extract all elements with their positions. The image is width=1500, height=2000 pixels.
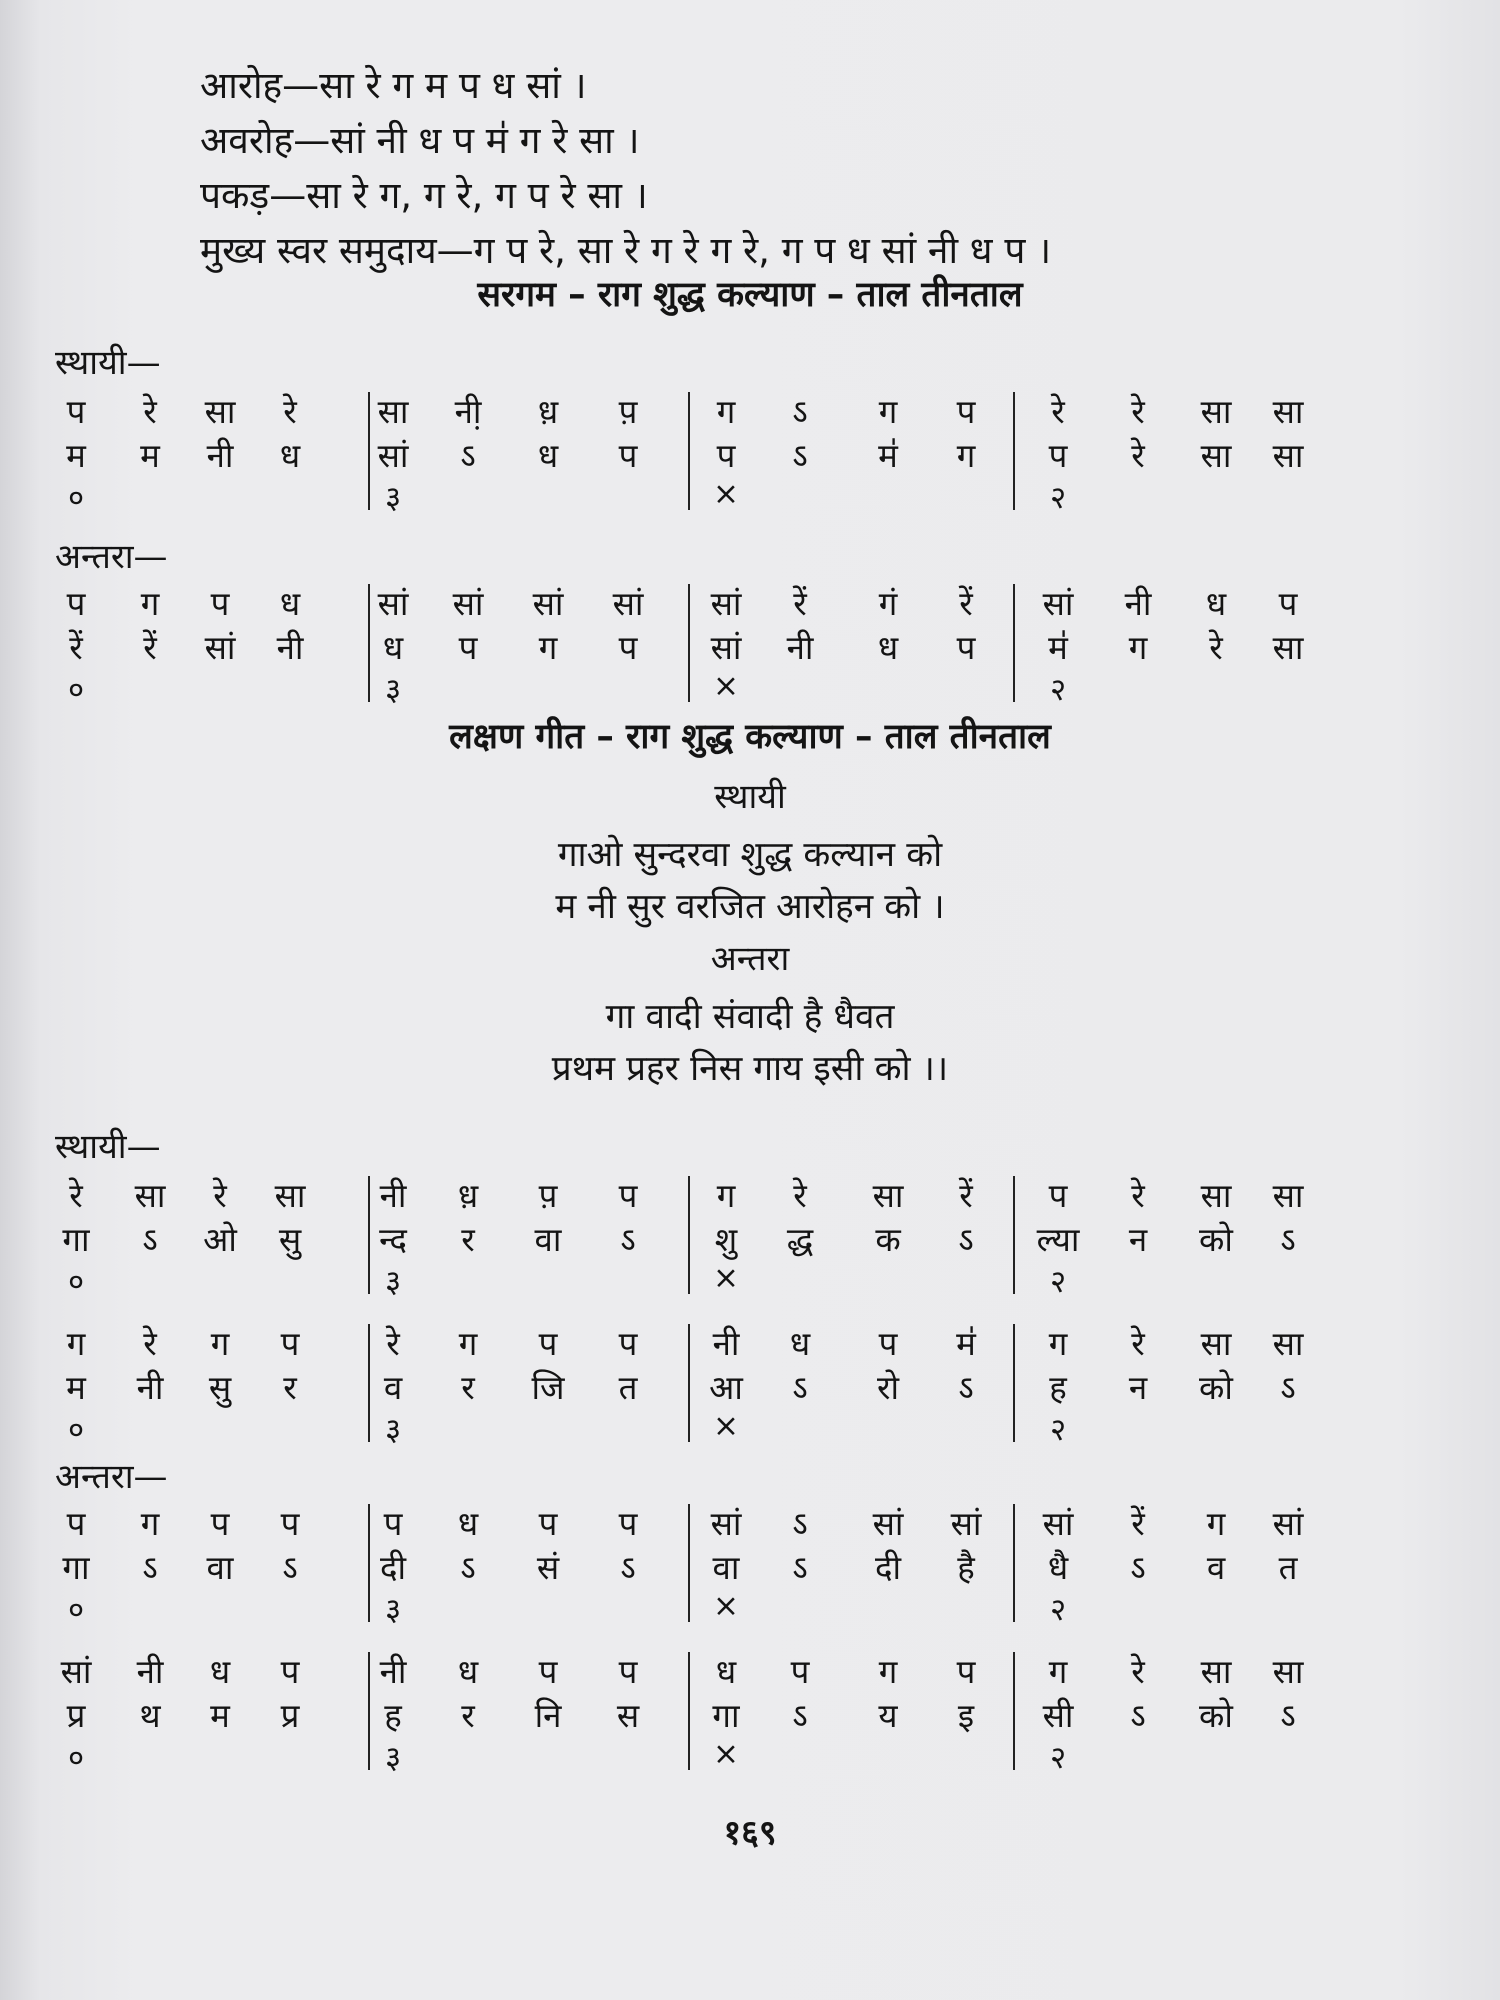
- notation-cell: है: [957, 1548, 975, 1587]
- tala-marker: ०: [67, 1412, 85, 1448]
- notation-cell: रें: [69, 628, 83, 667]
- notation-cell: सा: [1200, 1324, 1232, 1363]
- notation-cell: ऽ: [792, 1696, 808, 1735]
- notation-cell: रे: [213, 1176, 227, 1215]
- notation-cell: दी: [874, 1548, 902, 1587]
- notation-cell: म: [140, 436, 160, 475]
- notation-cell: र: [461, 1220, 475, 1259]
- notation-cell: ध: [457, 1652, 479, 1691]
- mukhya-swar-line: मुख्य स्वर समुदाय—ग प रे, सा रे ग रे ग रे, ग प ध सां नी ध प ।: [200, 229, 1052, 272]
- notation-cell: सां: [710, 584, 742, 623]
- tala-marker: २: [1049, 1412, 1067, 1448]
- notation-cell: प: [1278, 584, 1298, 623]
- tala-marker: ×: [713, 1588, 739, 1624]
- notation-cell: जि: [531, 1368, 565, 1407]
- geet-sthayi-notation: [48, 1172, 1448, 1468]
- lakshan-geet-lyrics: [0, 772, 1500, 1096]
- notation-cell: न: [1128, 1368, 1148, 1407]
- notation-cell: र: [461, 1696, 475, 1735]
- notation-cell: प: [956, 392, 976, 431]
- geet-sthayi-label: स्थायी—: [55, 1127, 161, 1167]
- notation-cell: नी: [786, 628, 814, 667]
- notation-cell: ऽ: [1280, 1368, 1296, 1407]
- notation-cell: सा: [1272, 392, 1304, 431]
- notation-cell: ग: [878, 392, 898, 431]
- notation-cell: सा: [1200, 436, 1232, 475]
- notation-cell: ध: [279, 436, 301, 475]
- notation-cell: रें: [1131, 1504, 1145, 1543]
- notation-cell: सा: [1272, 1176, 1304, 1215]
- notation-cell: प: [210, 584, 230, 623]
- geet-antara-notation: [48, 1500, 1448, 1796]
- notation-cell: ह: [384, 1696, 402, 1735]
- notation-cell: ध़: [457, 1176, 479, 1215]
- notation-cell: सां: [1272, 1504, 1304, 1543]
- notation-cell: सां: [950, 1504, 982, 1543]
- notation-cell: य: [878, 1696, 898, 1735]
- notation-cell: ग: [1128, 628, 1148, 667]
- vibhag-divider: [688, 584, 690, 702]
- cycle-gap: [48, 1300, 1448, 1320]
- notation-cell: प: [618, 1176, 638, 1215]
- notation-cell: नी: [206, 436, 234, 475]
- cycle-gap: [48, 1776, 1448, 1796]
- notation-row: [48, 580, 1448, 624]
- notation-cell: नी़: [454, 392, 482, 431]
- notation-cell: रे: [143, 392, 157, 431]
- notation-cell: ऽ: [792, 1368, 808, 1407]
- lyrics-antara-heading: अन्तरा: [710, 939, 790, 979]
- notation-cell: सां: [452, 584, 484, 623]
- tala-marker: ×: [713, 668, 739, 704]
- tala-marker: ०: [67, 1592, 85, 1628]
- notation-cell: ग: [716, 392, 736, 431]
- notation-cell: ऽ: [1280, 1220, 1296, 1259]
- notation-cell: नी: [136, 1368, 164, 1407]
- notation-cell: सां: [377, 584, 409, 623]
- tala-marker: ०: [67, 1740, 85, 1776]
- notation-row: [48, 388, 1448, 432]
- vibhag-divider: [368, 1176, 370, 1294]
- notation-cell: रे: [1131, 392, 1145, 431]
- vibhag-divider: [688, 1652, 690, 1770]
- notation-cell: प: [618, 1504, 638, 1543]
- notation-cell: न्द: [379, 1220, 407, 1259]
- geet-antara-label: अन्तरा—: [55, 1457, 168, 1497]
- notation-cell: सा: [274, 1176, 306, 1215]
- vibhag-divider: [688, 392, 690, 510]
- notation-cell: ग: [140, 1504, 160, 1543]
- vibhag-divider: [1013, 584, 1015, 702]
- notation-cell: प: [618, 628, 638, 667]
- notation-cell: प: [878, 1324, 898, 1363]
- notation-cell: सा: [1272, 1324, 1304, 1363]
- sargam-title: सरगम – राग शुद्ध कल्याण – ताल तीनताल: [477, 275, 1023, 315]
- notation-cell: ऽ: [792, 436, 808, 475]
- vibhag-divider: [368, 1652, 370, 1770]
- notation-cell: म: [210, 1696, 230, 1735]
- notation-cell: सां: [377, 436, 409, 475]
- notation-cell: क: [875, 1220, 901, 1259]
- notation-cell: म॑: [878, 436, 898, 475]
- lyrics-sthayi-line-2: म नी सुर वरजित आरोहन को ।: [555, 887, 945, 927]
- notation-cell: सां: [60, 1652, 92, 1691]
- notation-cell: रे: [1131, 1652, 1145, 1691]
- notation-cell: ल्या: [1036, 1220, 1080, 1259]
- vibhag-divider: [1013, 1652, 1015, 1770]
- notation-cell: रें: [959, 584, 973, 623]
- notation-cell: को: [1199, 1368, 1233, 1407]
- notation-cell: प़: [618, 392, 638, 431]
- notation-cell: सं: [536, 1548, 560, 1587]
- notation-cell: ह: [1049, 1368, 1067, 1407]
- tala-marker: ३: [384, 480, 402, 516]
- notation-cell: द्ध: [786, 1220, 814, 1259]
- tala-marker: ×: [713, 1408, 739, 1444]
- notation-cell: सां: [532, 584, 564, 623]
- notation-row: [48, 1172, 1448, 1216]
- tala-marker: ×: [713, 1260, 739, 1296]
- cycle-gap: [48, 1448, 1448, 1468]
- notation-cell: ध: [715, 1652, 737, 1691]
- notation-cell: इ: [957, 1696, 975, 1735]
- notation-cell: प: [790, 1652, 810, 1691]
- notation-row: [48, 1500, 1448, 1544]
- notation-cell: सु: [208, 1368, 232, 1407]
- aroh-line: आरोह—सा रे ग म प ध सां ।: [200, 64, 587, 107]
- notation-cell: ऽ: [792, 1504, 808, 1543]
- cycle-gap: [48, 516, 1448, 536]
- notation-cell: ऽ: [792, 392, 808, 431]
- notation-cell: प: [210, 1504, 230, 1543]
- tala-marker-row: [48, 1260, 1448, 1300]
- notation-cell: सां: [872, 1504, 904, 1543]
- notation-cell: ध: [789, 1324, 811, 1363]
- notation-cell: ग: [878, 1652, 898, 1691]
- notation-cell: नी: [1124, 584, 1152, 623]
- vibhag-divider: [1013, 1504, 1015, 1622]
- notation-cell: त: [618, 1368, 638, 1407]
- notation-cell: प: [1048, 436, 1068, 475]
- vibhag-divider: [688, 1176, 690, 1294]
- tala-marker: ×: [713, 1736, 739, 1772]
- notation-cell: ऽ: [620, 1548, 636, 1587]
- notation-cell: व: [383, 1368, 403, 1407]
- tala-marker: ०: [67, 672, 85, 708]
- notation-cell: प: [618, 436, 638, 475]
- vibhag-divider: [1013, 392, 1015, 510]
- notation-cell: रे: [1131, 436, 1145, 475]
- notation-cell: ऽ: [142, 1220, 158, 1259]
- notation-cell: नी: [379, 1652, 407, 1691]
- notation-cell: सु: [278, 1220, 302, 1259]
- notation-cell: ग: [66, 1324, 86, 1363]
- notation-row: [48, 1692, 1448, 1736]
- vibhag-divider: [368, 1324, 370, 1442]
- notation-cell: ऽ: [1280, 1696, 1296, 1735]
- lyrics-antara-line-2: प्रथम प्रहर निस गाय इसी को ।।: [551, 1049, 949, 1089]
- notation-cell: त: [1278, 1548, 1298, 1587]
- notation-cell: नी: [379, 1176, 407, 1215]
- notation-cell: सा: [204, 392, 236, 431]
- notation-cell: ऽ: [792, 1548, 808, 1587]
- notation-cell: ध़: [537, 392, 559, 431]
- notation-cell: गा: [712, 1696, 740, 1735]
- notation-cell: प: [538, 1504, 558, 1543]
- notation-cell: प: [538, 1324, 558, 1363]
- notation-cell: न: [1128, 1220, 1148, 1259]
- notation-row: [48, 1544, 1448, 1588]
- notation-cell: ऽ: [620, 1220, 636, 1259]
- notation-cell: रो: [876, 1368, 900, 1407]
- notation-cell: प: [618, 1652, 638, 1691]
- notation-cell: रे: [1131, 1176, 1145, 1215]
- cycle-gap: [48, 1628, 1448, 1648]
- tala-marker: २: [1049, 1264, 1067, 1300]
- notation-cell: को: [1199, 1696, 1233, 1735]
- lakshan-geet-title: लक्षण गीत – राग शुद्ध कल्याण – ताल तीनताल: [449, 717, 1051, 757]
- notation-cell: दी: [379, 1548, 407, 1587]
- notation-cell: स: [616, 1696, 640, 1735]
- notation-cell: को: [1199, 1220, 1233, 1259]
- notation-cell: र: [283, 1368, 297, 1407]
- notation-cell: म: [66, 436, 86, 475]
- notation-cell: सा: [134, 1176, 166, 1215]
- notation-cell: प: [280, 1652, 300, 1691]
- tala-marker: २: [1049, 1740, 1067, 1776]
- notation-cell: प़: [538, 1176, 558, 1215]
- raga-intro: [200, 58, 1051, 278]
- tala-marker: ०: [67, 1264, 85, 1300]
- notation-cell: गं: [878, 584, 898, 623]
- notation-cell: थ: [139, 1696, 161, 1735]
- tala-marker: ०: [67, 480, 85, 516]
- notation-cell: सा: [872, 1176, 904, 1215]
- notation-cell: नि: [534, 1696, 562, 1735]
- notation-cell: रे: [1209, 628, 1223, 667]
- notation-cell: वा: [712, 1548, 740, 1587]
- page-number: १६९: [723, 1813, 777, 1853]
- notation-cell: ऽ: [958, 1368, 974, 1407]
- notation-row: [48, 624, 1448, 668]
- notation-cell: सां: [204, 628, 236, 667]
- tala-marker-row: [48, 476, 1448, 516]
- notation-cell: शु: [714, 1220, 738, 1259]
- vibhag-divider: [688, 1324, 690, 1442]
- vibhag-divider: [368, 584, 370, 702]
- notation-cell: सी: [1042, 1696, 1074, 1735]
- notation-cell: नी: [276, 628, 304, 667]
- notation-cell: आ: [709, 1368, 743, 1407]
- notation-cell: प: [538, 1652, 558, 1691]
- notation-row: [48, 1648, 1448, 1692]
- notation-cell: प: [280, 1324, 300, 1363]
- notation-cell: सा: [1272, 1652, 1304, 1691]
- vibhag-divider: [368, 1504, 370, 1622]
- sargam-sthayi-notation: [48, 388, 1448, 536]
- notation-cell: ग: [716, 1176, 736, 1215]
- tala-marker-row: [48, 1588, 1448, 1628]
- notation-cell: ऽ: [460, 436, 476, 475]
- sargam-antara-notation: [48, 580, 1448, 728]
- vibhag-divider: [368, 392, 370, 510]
- notation-cell: ध: [209, 1652, 231, 1691]
- vibhag-divider: [688, 1504, 690, 1622]
- tala-marker: ३: [384, 672, 402, 708]
- vibhag-divider: [1013, 1176, 1015, 1294]
- notation-cell: प: [1048, 1176, 1068, 1215]
- tala-marker-row: [48, 1736, 1448, 1776]
- notation-cell: रे: [143, 1324, 157, 1363]
- sargam-sthayi-label: स्थायी—: [55, 343, 161, 383]
- lyrics-sthayi-heading: स्थायी: [714, 777, 786, 817]
- notation-row: [48, 1216, 1448, 1260]
- notation-cell: ऽ: [1130, 1696, 1146, 1735]
- tala-marker: ३: [384, 1740, 402, 1776]
- notation-cell: प: [66, 392, 86, 431]
- avroh-line: अवरोह—सां नी ध प म॑ ग रे सा ।: [200, 119, 640, 162]
- tala-marker: ×: [713, 476, 739, 512]
- pakad-line: पकड़—सा रे ग, ग रे, ग प रे सा ।: [200, 174, 648, 217]
- notation-cell: प: [956, 628, 976, 667]
- notation-cell: ग: [1048, 1652, 1068, 1691]
- notation-cell: म: [66, 1368, 86, 1407]
- notation-cell: ध: [1205, 584, 1227, 623]
- lyrics-antara-line-1: गा वादी संवादी है धैवत: [605, 997, 895, 1037]
- notation-cell: सां: [710, 1504, 742, 1543]
- notation-cell: सां: [1042, 584, 1074, 623]
- notation-cell: म॑: [1048, 628, 1068, 667]
- notation-cell: रे: [1131, 1324, 1145, 1363]
- notation-cell: सा: [1200, 1652, 1232, 1691]
- notation-cell: ओ: [203, 1220, 237, 1259]
- notation-cell: सां: [1042, 1504, 1074, 1543]
- notation-cell: प: [458, 628, 478, 667]
- notation-cell: ध: [457, 1504, 479, 1543]
- tala-marker: २: [1049, 672, 1067, 708]
- notation-cell: ऽ: [282, 1548, 298, 1587]
- notation-cell: प्र: [66, 1696, 86, 1735]
- notation-cell: प: [716, 436, 736, 475]
- notation-cell: प: [956, 1652, 976, 1691]
- notation-cell: वा: [534, 1220, 562, 1259]
- notation-row: [48, 1364, 1448, 1408]
- notation-cell: म॑: [956, 1324, 976, 1363]
- notation-cell: रे: [283, 392, 297, 431]
- notation-cell: सां: [612, 584, 644, 623]
- notation-cell: ग: [956, 436, 976, 475]
- notation-cell: वा: [206, 1548, 234, 1587]
- lyrics-sthayi-line-1: गाओ सुन्दरवा शुद्ध कल्यान को: [557, 835, 943, 875]
- notation-cell: रे: [1051, 392, 1065, 431]
- notation-cell: प: [618, 1324, 638, 1363]
- notation-cell: ध: [279, 584, 301, 623]
- notation-cell: रें: [793, 584, 807, 623]
- sargam-antara-label: अन्तरा—: [55, 537, 168, 577]
- notation-cell: नी: [712, 1324, 740, 1363]
- tala-marker: ३: [384, 1412, 402, 1448]
- notation-cell: रे: [69, 1176, 83, 1215]
- notation-cell: ऽ: [142, 1548, 158, 1587]
- notation-cell: गा: [62, 1220, 90, 1259]
- notation-cell: ग: [458, 1324, 478, 1363]
- notation-cell: ऽ: [958, 1220, 974, 1259]
- notation-cell: रें: [143, 628, 157, 667]
- tala-marker: ३: [384, 1264, 402, 1300]
- notation-cell: रें: [959, 1176, 973, 1215]
- tala-marker-row: [48, 1408, 1448, 1448]
- notation-cell: प्र: [280, 1696, 300, 1735]
- notation-cell: प: [66, 584, 86, 623]
- notation-cell: व: [1206, 1548, 1226, 1587]
- notation-cell: रे: [793, 1176, 807, 1215]
- notation-cell: ऽ: [1130, 1548, 1146, 1587]
- notation-cell: ग: [210, 1324, 230, 1363]
- tala-marker: ३: [384, 1592, 402, 1628]
- tala-marker-row: [48, 668, 1448, 708]
- notation-cell: ग: [1206, 1504, 1226, 1543]
- notation-cell: नी: [136, 1652, 164, 1691]
- tala-marker: २: [1049, 1592, 1067, 1628]
- notation-cell: प: [280, 1504, 300, 1543]
- notation-cell: प: [383, 1504, 403, 1543]
- notation-cell: ग: [140, 584, 160, 623]
- tala-marker: २: [1049, 480, 1067, 516]
- notation-cell: ग: [1048, 1324, 1068, 1363]
- notation-cell: रे: [386, 1324, 400, 1363]
- notation-cell: सा: [377, 392, 409, 431]
- notation-cell: प: [66, 1504, 86, 1543]
- notation-cell: ध: [877, 628, 899, 667]
- notation-cell: ऽ: [460, 1548, 476, 1587]
- notation-cell: गा: [62, 1548, 90, 1587]
- notation-row: [48, 432, 1448, 476]
- notation-cell: सा: [1272, 628, 1304, 667]
- notation-cell: र: [461, 1368, 475, 1407]
- notation-cell: सा: [1200, 392, 1232, 431]
- notation-cell: ग: [538, 628, 558, 667]
- vibhag-divider: [1013, 1324, 1015, 1442]
- notation-cell: धै: [1047, 1548, 1069, 1587]
- notation-cell: सा: [1200, 1176, 1232, 1215]
- notation-cell: सां: [710, 628, 742, 667]
- notation-cell: ध: [382, 628, 404, 667]
- notation-cell: सा: [1272, 436, 1304, 475]
- notation-cell: ध: [537, 436, 559, 475]
- notation-row: [48, 1320, 1448, 1364]
